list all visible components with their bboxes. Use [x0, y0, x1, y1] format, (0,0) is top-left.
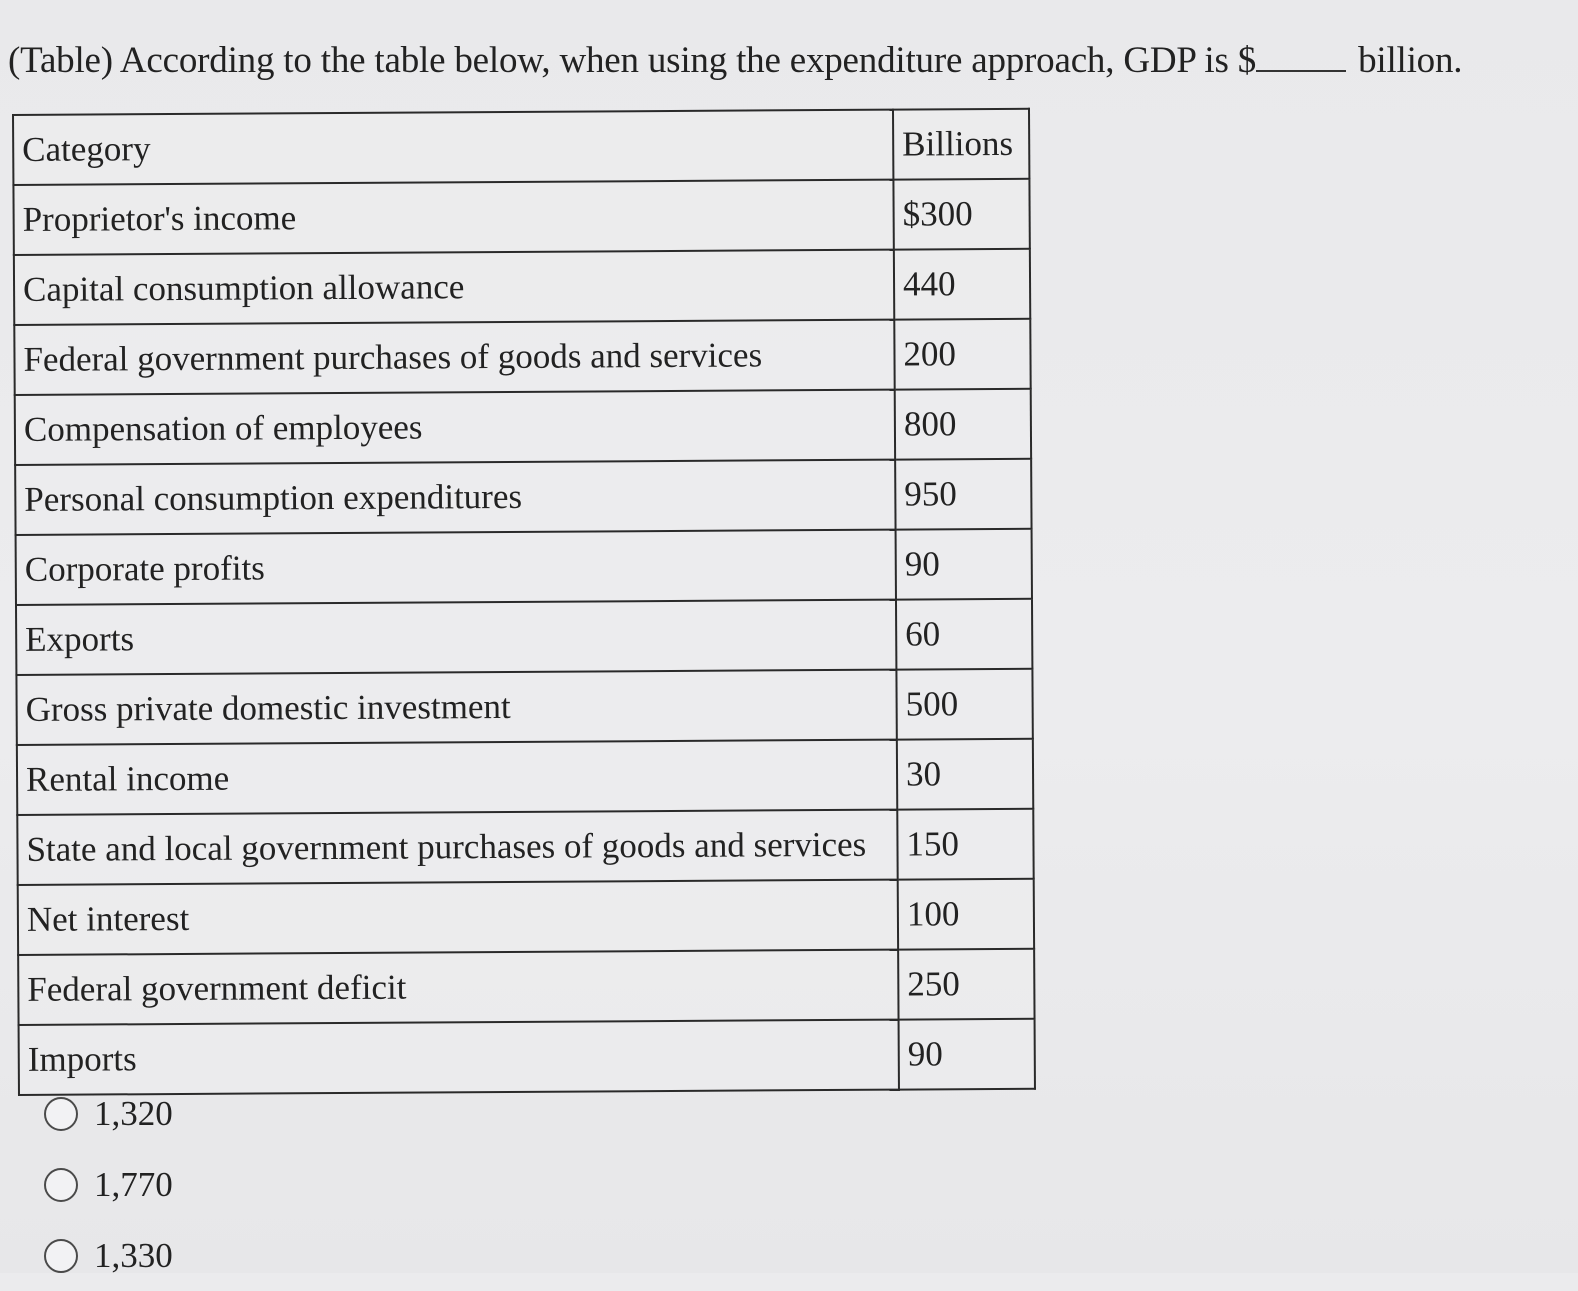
table-row [16, 599, 1032, 675]
row-value: 90 [899, 1019, 1035, 1090]
row-value: 440 [894, 249, 1030, 320]
row-category: Exports [16, 600, 896, 675]
row-category: Compensation of employees [15, 390, 895, 465]
row-category: Gross private domestic investment [16, 670, 896, 745]
row-category: Federal government deficit [18, 950, 898, 1025]
radio-button-icon[interactable] [44, 1239, 78, 1273]
table-header-row [13, 109, 1029, 185]
row-value: 250 [898, 949, 1034, 1020]
row-value: 30 [897, 739, 1033, 810]
question-suffix: billion. [1358, 40, 1463, 81]
row-category: Corporate profits [16, 530, 896, 605]
row-value: 150 [897, 809, 1033, 880]
row-category: Federal government purchases of goods and services [14, 320, 894, 395]
table-row [16, 669, 1032, 745]
row-value: 90 [896, 529, 1032, 600]
answer-option-3[interactable] [44, 1220, 173, 1291]
header-value: Billions [893, 109, 1029, 180]
table-row [13, 179, 1029, 255]
table-row [17, 739, 1033, 815]
table-row [17, 809, 1033, 885]
row-category: Proprietor's income [13, 180, 893, 255]
row-value: 800 [895, 389, 1031, 460]
data-table [12, 108, 1036, 1096]
row-value: 60 [896, 599, 1032, 670]
answer-option-label: 1,320 [94, 1093, 173, 1133]
table-row [18, 949, 1034, 1025]
answer-option-label: 1,770 [94, 1164, 173, 1204]
row-category: Personal consumption expenditures [15, 460, 895, 535]
question-prefix: (Table) According to the table below, when using the expenditure approach, GDP is $ [8, 40, 1257, 81]
radio-button-icon[interactable] [44, 1097, 78, 1131]
row-value: 500 [896, 669, 1032, 740]
answer-option-label: 1,330 [94, 1235, 173, 1275]
answer-blank [1256, 40, 1346, 72]
row-category: State and local government purchases of goods and services [17, 810, 897, 885]
row-value: 200 [894, 319, 1030, 390]
table-row [14, 319, 1030, 395]
table-row [18, 879, 1034, 955]
table-row [15, 459, 1031, 535]
radio-button-icon[interactable] [44, 1168, 78, 1202]
table-row [16, 529, 1032, 605]
header-category: Category [13, 110, 893, 185]
question-text [8, 38, 1462, 84]
answer-option-1[interactable] [44, 1078, 173, 1149]
row-category: Capital consumption allowance [14, 250, 894, 325]
row-category: Imports [19, 1020, 899, 1095]
table-row [15, 389, 1031, 465]
row-value: 950 [895, 459, 1031, 530]
answer-option-2[interactable] [44, 1149, 173, 1220]
answer-options [44, 1078, 173, 1291]
row-category: Net interest [18, 880, 898, 955]
row-value: 100 [898, 879, 1034, 950]
row-category: Rental income [17, 740, 897, 815]
row-value: $300 [893, 179, 1029, 250]
table-row [14, 249, 1030, 325]
